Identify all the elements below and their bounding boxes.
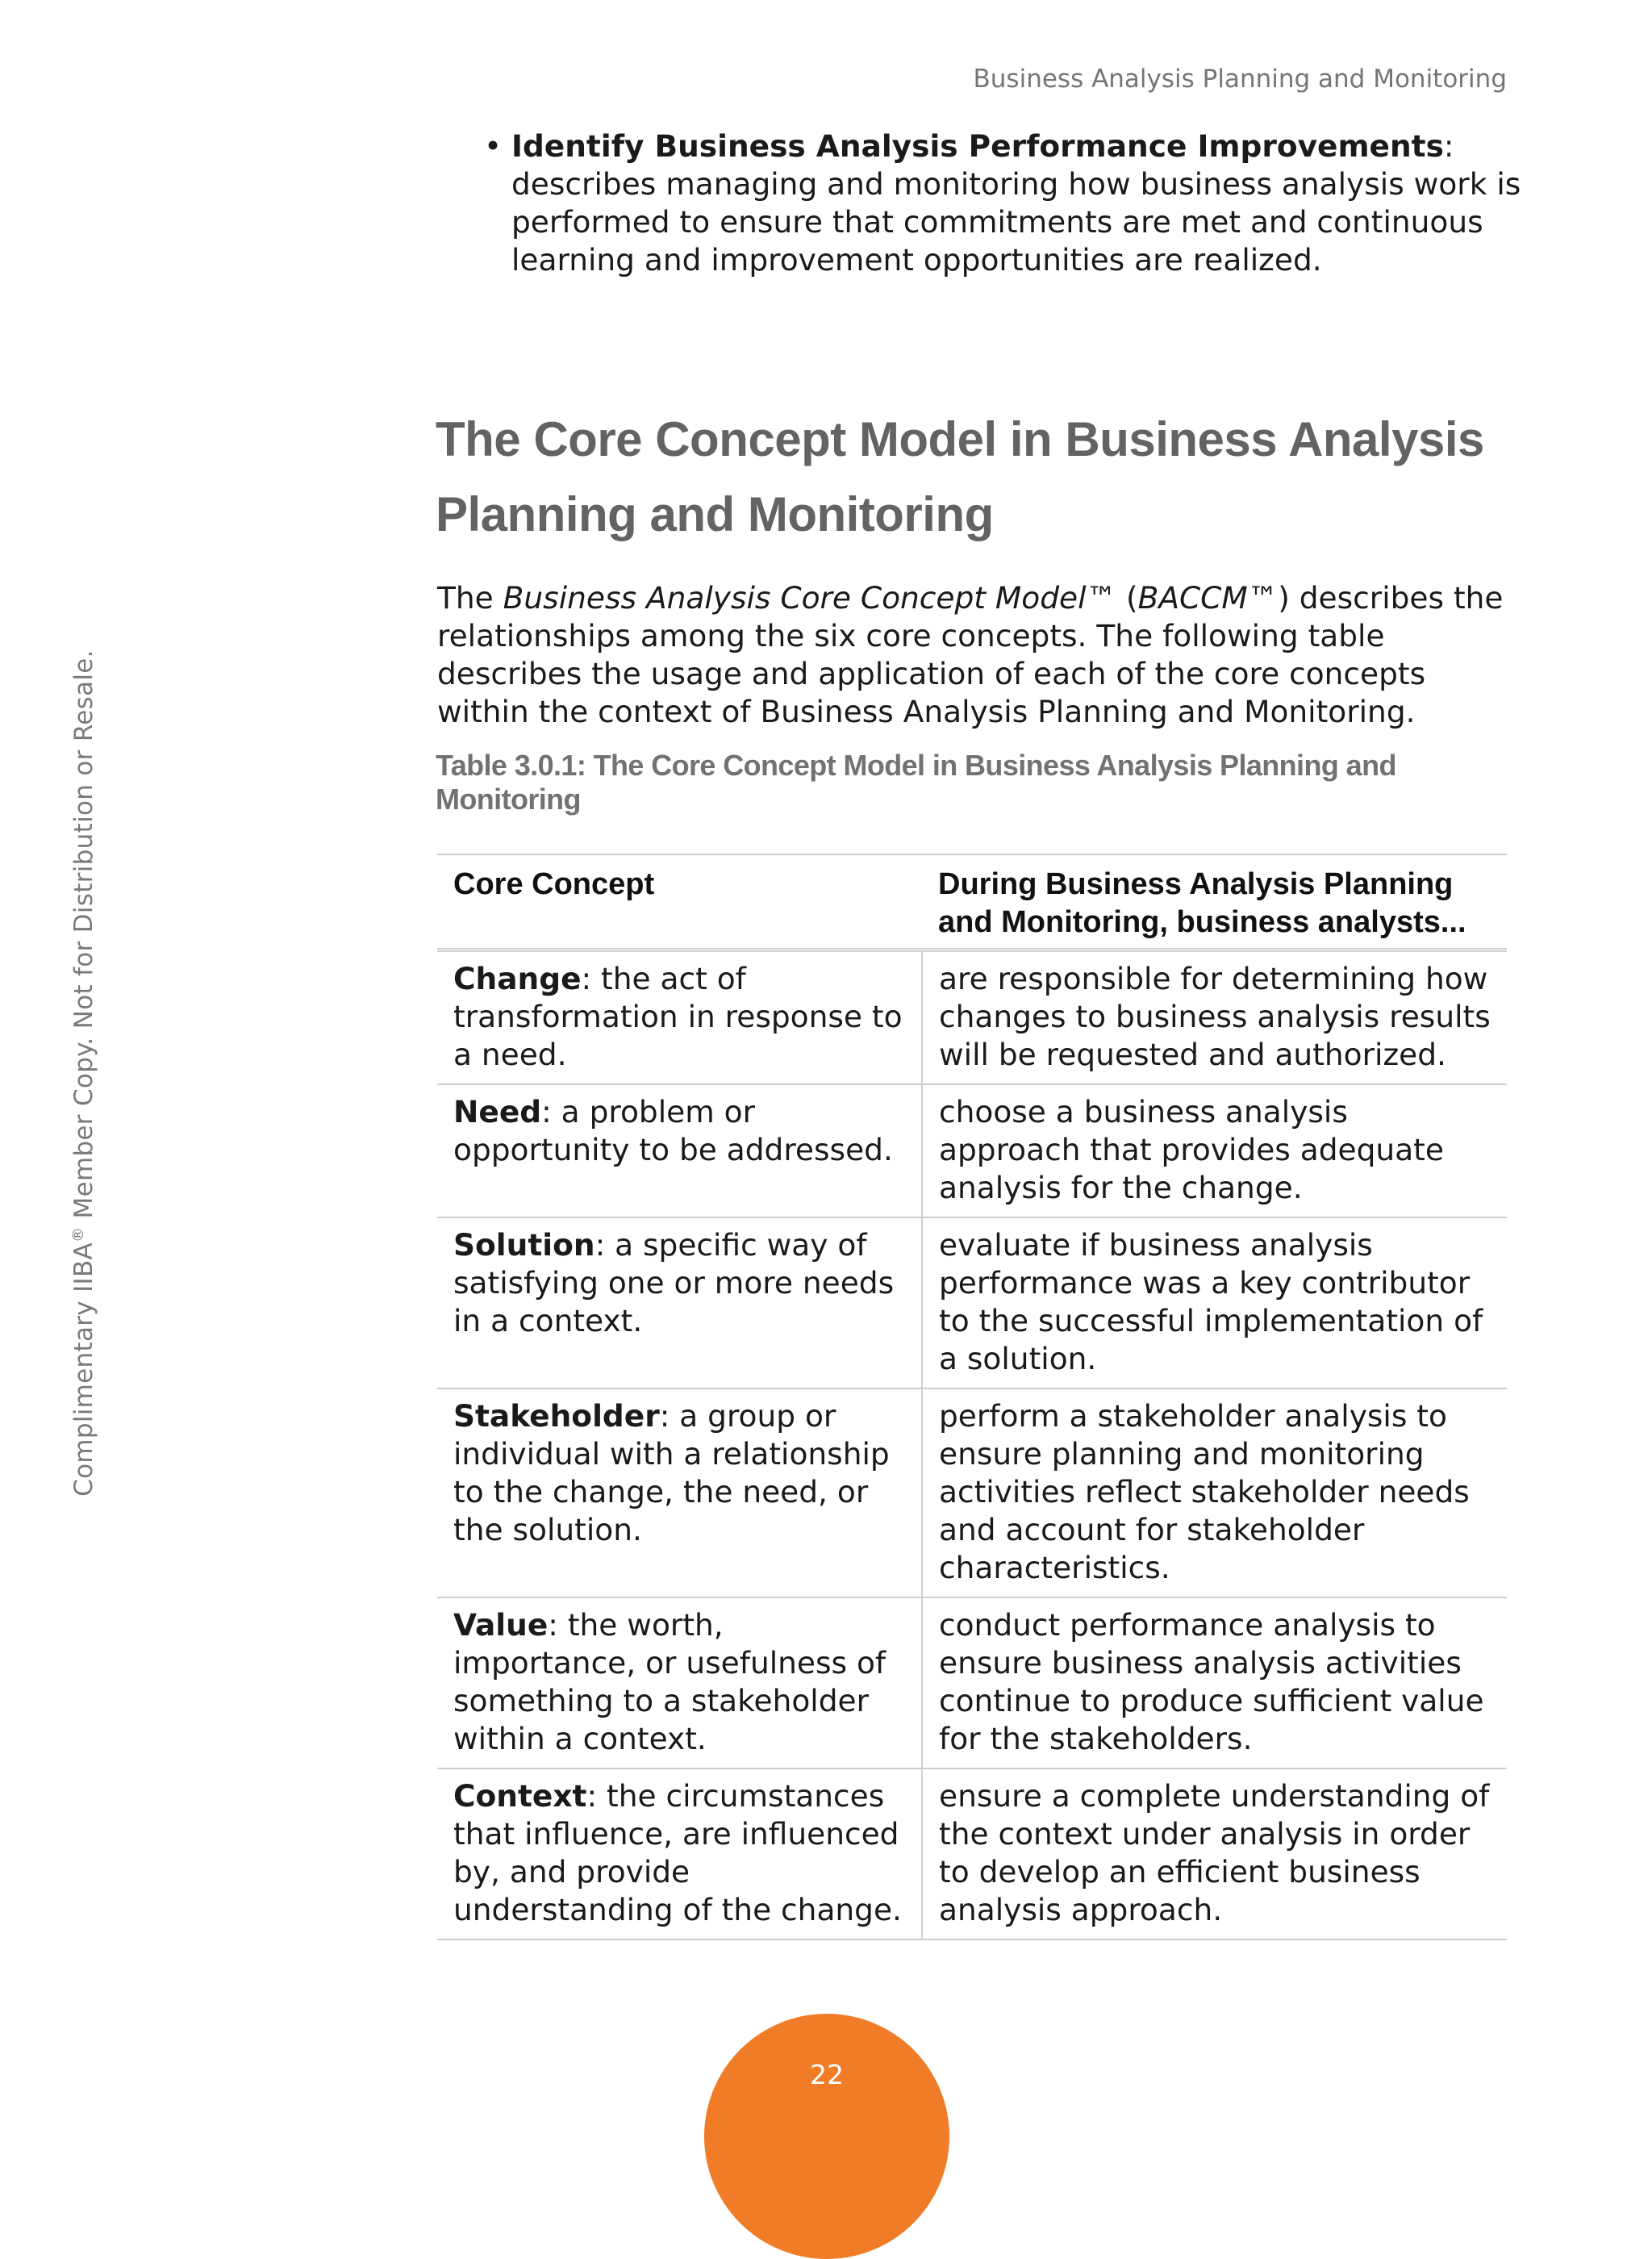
concept-cell <box>437 1597 922 1768</box>
bullet-text <box>484 127 1525 279</box>
registered-mark: ® <box>69 1226 87 1242</box>
bullet-item <box>484 127 1525 279</box>
concept-definition: : the act of transformation in response to a need. <box>453 961 903 1072</box>
intro-text-1: The <box>437 579 503 616</box>
running-header: Business Analysis Planning and Monitoring <box>973 65 1507 94</box>
side-note-text-1: Complimentary IIBA <box>69 1242 99 1497</box>
table-row <box>437 950 1507 1085</box>
bullet-marker: • <box>484 128 503 164</box>
column-header-activities: During Business Analysis Planning and Monitoring, business analysts... <box>922 854 1507 950</box>
table-row <box>437 1217 1507 1388</box>
concept-term: Solution <box>453 1227 595 1263</box>
table-row <box>437 1084 1507 1217</box>
activity-cell: perform a stakeholder analysis to ensure planning and monitoring activities reflect stakeholder needs and account for stakeholder characteristics. <box>922 1388 1507 1597</box>
intro-paragraph <box>437 579 1510 731</box>
side-note-text-2: Member Copy. Not for Distribution or Resale. <box>69 649 99 1227</box>
concept-term: Stakeholder <box>453 1398 660 1434</box>
page-number-badge <box>704 2014 949 2259</box>
table-row <box>437 1597 1507 1768</box>
intro-model-abbrev: BACCM <box>1137 579 1248 616</box>
table-row <box>437 1768 1507 1940</box>
bullet-term: Identify Business Analysis Performance Improvements <box>511 128 1444 164</box>
concept-definition: : the circumstances that influence, are influenced by, and provide understanding of the change. <box>453 1778 902 1927</box>
activity-cell: ensure a complete understanding of the context under analysis in order to develop an efficient business analysis approach. <box>922 1768 1507 1940</box>
concept-term: Change <box>453 961 582 996</box>
table-header-row <box>437 854 1507 950</box>
activity-cell: evaluate if business analysis performance was a key contributor to the successful implementation of a solution. <box>922 1217 1507 1388</box>
core-concept-table <box>437 854 1507 1940</box>
table-row <box>437 1388 1507 1597</box>
concept-cell <box>437 1217 922 1388</box>
activity-cell: are responsible for determining how changes to business analysis results will be requested and authorized. <box>922 950 1507 1085</box>
concept-term: Value <box>453 1607 549 1643</box>
page-number: 22 <box>810 2059 844 2090</box>
intro-text-3: ™) describes the relationships among the six core concepts. The following table describes the usage and application of each of the core concepts within the context of Business Analysis Planning and Monitoring. <box>437 579 1504 729</box>
concept-definition: : a specific way of satisfying one or more needs in a context. <box>453 1227 895 1338</box>
concept-cell <box>437 1388 922 1597</box>
copyright-side-note <box>69 649 98 1497</box>
table-caption: Table 3.0.1: The Core Concept Model in Business Analysis Planning and Monitoring <box>436 749 1396 816</box>
concept-definition: : the worth, importance, or usefulness of something to a stakeholder within a context. <box>453 1607 886 1756</box>
concept-cell <box>437 1084 922 1217</box>
activity-cell: conduct performance analysis to ensure business analysis activities continue to produce sufficient value for the stakeholders. <box>922 1597 1507 1768</box>
intro-model-name: Business Analysis Core Concept Model <box>503 579 1087 616</box>
concept-term: Context <box>453 1778 587 1814</box>
concept-cell <box>437 1768 922 1940</box>
section-title: The Core Concept Model in Business Analysis Planning and Monitoring <box>436 411 1484 541</box>
bullet-description: : describes managing and monitoring how business analysis work is performed to ensure that commitments are met and continuous learning and improvement opportunities are realized. <box>511 128 1521 278</box>
concept-definition: : a group or individual with a relationship to the change, the need, or the solution. <box>453 1398 890 1547</box>
concept-term: Need <box>453 1094 542 1130</box>
concept-cell <box>437 950 922 1085</box>
concept-definition: : a problem or opportunity to be addressed. <box>453 1094 893 1167</box>
column-header-core-concept: Core Concept <box>437 854 922 950</box>
activity-cell: choose a business analysis approach that provides adequate analysis for the change. <box>922 1084 1507 1217</box>
intro-text-2: ™ ( <box>1086 579 1138 616</box>
